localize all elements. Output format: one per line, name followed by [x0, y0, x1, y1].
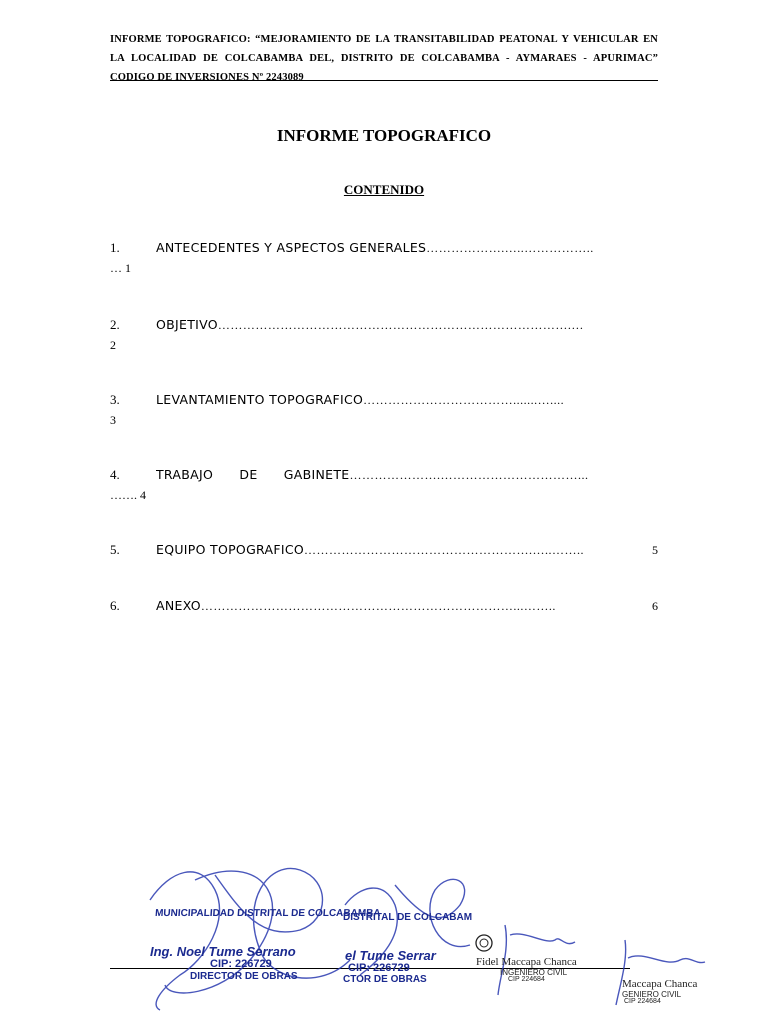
toc-number: 6.: [110, 598, 120, 613]
header-divider: [110, 80, 658, 81]
toc-number: 1.: [110, 240, 120, 255]
page-title: INFORME TOPOGRAFICO: [276, 126, 492, 145]
stamp-1-cip: CIP: 226729: [210, 958, 272, 970]
toc-dot-leader: ………………….……………………………...: [349, 468, 589, 482]
toc-dot-leader: ……………………………………………….…..……..: [304, 543, 585, 557]
toc-label: LEVANTAMIENTO TOPOGRAFICO: [156, 392, 364, 407]
stamp-2-org: DISTRITAL DE COLCABAM: [343, 912, 473, 923]
toc-dot-leader: ……………………………….......…....: [363, 393, 565, 407]
toc-page-number: 6: [650, 596, 658, 616]
toc-page-number: 3: [110, 413, 116, 427]
stamp-4-cip: CIP 224684: [624, 998, 661, 1005]
toc-label: TRABAJO DE GABINETE: [156, 467, 350, 482]
contents-heading: CONTENIDO: [343, 182, 425, 197]
toc-number: 2.: [110, 317, 120, 332]
stamp-3-name: Fidel Maccapa Chanca: [476, 956, 577, 968]
toc-page-number: 5: [650, 540, 658, 560]
stamp-2-name: el Tume Serrar: [345, 948, 436, 963]
signature-1-stroke: [150, 868, 350, 1010]
stamp-3-role: INGENIERO CIVIL: [500, 968, 568, 977]
toc-number: 3.: [110, 392, 120, 407]
seal-icon: [476, 935, 492, 951]
stamp-3-cip: CIP 224684: [508, 976, 545, 983]
stamp-1-role: DIRECTOR DE OBRAS: [190, 971, 298, 982]
stamp-1-name: Ing. Noel Tume Serrano: [150, 944, 296, 959]
document-header: INFORME TOPOGRAFICO: “MEJORAMIENTO DE LA TRANSITABILIDAD PEATONAL Y VEHICULAR EN LA LOCALIDAD DE COLCABAMBA DEL, DISTRITO DE COLCABAMBA - AYMARAES - APURIMAC” CODIGO DE INVERSIONES Nº 2243089: [110, 34, 658, 83]
toc-page-number: ……. 4: [110, 488, 146, 502]
stamp-1-org: MUNICIPALIDAD DISTRITAL DE COLCABAMBA: [154, 908, 381, 919]
toc-number: 5.: [110, 542, 120, 557]
toc-label: EQUIPO TOPOGRAFICO: [156, 542, 305, 557]
toc-label: OBJETIVO: [156, 317, 218, 332]
toc-dot-leader: ………………………………………………………………………….…: [217, 318, 584, 332]
toc-page-number: 2: [110, 338, 116, 352]
toc-label: ANEXO: [156, 598, 201, 613]
stamp-4-role: GENIERO CIVIL: [622, 990, 682, 999]
toc-dot-leader: ……………….…..……………..: [426, 241, 594, 255]
stamp-2-cip: CIP: 226729: [348, 962, 410, 974]
toc-page-number: … 1: [110, 261, 131, 275]
stamp-2-role: CTOR DE OBRAS: [343, 974, 427, 985]
toc-label: ANTECEDENTES Y ASPECTOS GENERALES: [156, 240, 427, 255]
toc-number: 4.: [110, 467, 120, 482]
stamp-4-name: Maccapa Chanca: [622, 978, 698, 990]
toc-dot-leader: …………………………………………………………………...……..: [200, 599, 556, 613]
